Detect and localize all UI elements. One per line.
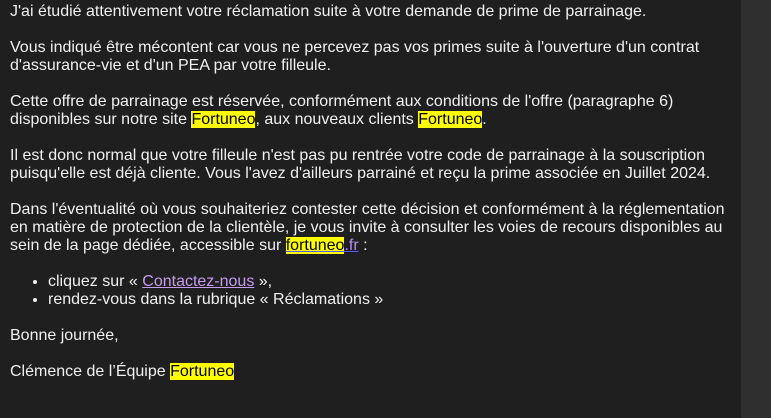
list-item-text: rendez-vous dans la rubrique « Réclamations » [48, 291, 384, 308]
instructions-list [10, 273, 731, 309]
signature-text: Clémence de l’Équipe [10, 363, 171, 380]
list-item-text-2: », [254, 273, 273, 290]
scrollbar-track[interactable] [741, 0, 771, 418]
paragraph-offer-text: Cette offre de parrainage est réservée, conformément aux conditions de l'offre (paragraphe 6) disponibles sur notre site [10, 93, 674, 128]
paragraph-complaint-text: Vous indiqué être mécontent car vous ne percevez pas vos primes suite à l'ouverture d'un contrat d'assurance-vie et d'un PEA par votre filleule. [10, 39, 700, 74]
paragraph-intro [10, 3, 731, 21]
list-item [48, 291, 731, 309]
fortuneo-site-link[interactable] [286, 237, 359, 254]
closing [10, 327, 731, 345]
paragraph-offer-text-3: . [482, 111, 487, 128]
paragraph-recourse-colon: : [358, 237, 368, 254]
brand-highlight: Fortuneo [418, 111, 483, 128]
closing-text: Bonne journée, [10, 327, 119, 344]
list-item-text: cliquez sur « [48, 273, 143, 290]
brand-highlight: fortuneo [285, 237, 345, 254]
contact-us-link[interactable]: Contactez-nous [142, 273, 255, 290]
paragraph-recourse [10, 201, 731, 255]
paragraph-intro-text: J'ai étudié attentivement votre réclamation suite à votre demande de prime de parrainage. [10, 3, 647, 20]
brand-highlight: Fortuneo [191, 111, 256, 128]
list-item [48, 273, 731, 291]
signature [10, 363, 731, 381]
paragraph-complaint [10, 39, 731, 75]
paragraph-explanation-text: Il est donc normal que votre filleule n'est pas pu rentrée votre code de parrainage à la souscription puisqu'elle est déjà cliente. Vous l'avez d'ailleurs parrainé et reçu la prime associée en Juillet 2024. [10, 147, 711, 182]
link-domain-suffix: .fr [344, 237, 359, 254]
paragraph-recourse-text: Dans l'éventualité où vous souhaiteriez contester cette décision et conformément à la réglementation en matière de protection de la clientèle, je vous invite à consulter les voies de recours disponibles au sein de la page dédiée, accessible sur [10, 201, 725, 254]
paragraph-offer-text-2: , aux nouveaux clients [255, 111, 419, 128]
paragraph-offer [10, 93, 731, 129]
brand-highlight: Fortuneo [170, 363, 235, 380]
paragraph-explanation [10, 147, 731, 183]
